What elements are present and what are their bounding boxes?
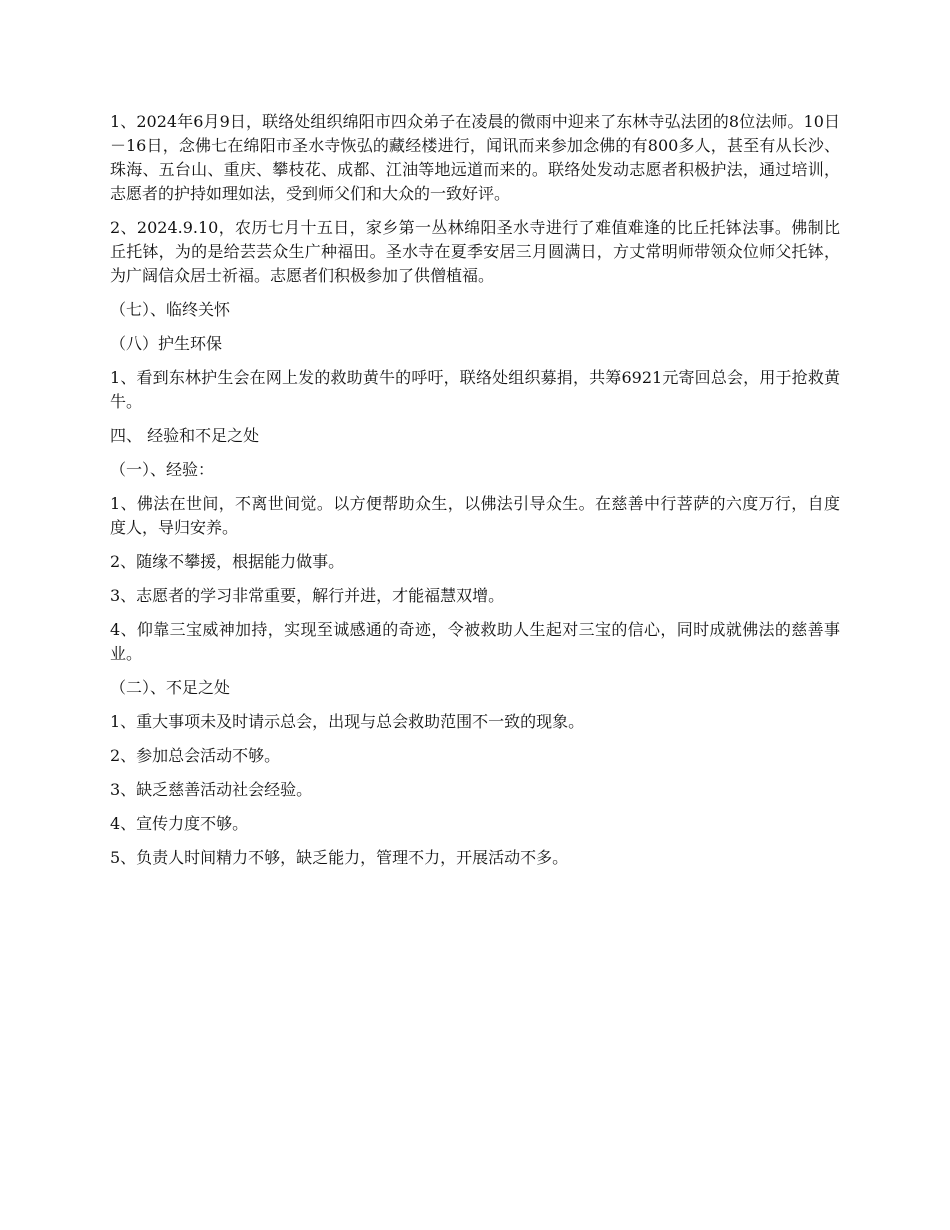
section-heading-experience-shortcomings: 四、 经验和不足之处: [110, 426, 260, 445]
section-heading-experience: （一）、经验：: [110, 460, 215, 479]
paragraph-shortcoming-5: 5、负责人时间精力不够，缺乏能力，管理不力，开展活动不多。: [110, 848, 569, 867]
paragraph-rescue-cattle: 1、看到东林护生会在网上发的救助黄牛的呼吁，联络处组织募捐，共筹6921元寄回总会，用于抢救黄牛。: [110, 368, 840, 411]
paragraph-experience-3: 3、志愿者的学习非常重要，解行并进，才能福慧双增。: [110, 586, 505, 605]
paragraph-event-2: 2、2024.9.10，农历七月十五日，家乡第一丛林绵阳圣水寺进行了难值难逢的比丘托钵法事。佛制比丘托钵，为的是给芸芸众生广种福田。圣水寺在夏季安居三月圆满日，方丈常明师带领众位师父托钵，为广阔信众居士祈福。志愿者们积极参加了供僧植福。: [110, 218, 840, 285]
paragraph-shortcoming-2: 2、参加总会活动不够。: [110, 746, 281, 765]
section-heading-shortcomings: （二）、不足之处: [110, 678, 231, 697]
paragraph-experience-1: 1、佛法在世间，不离世间觉。以方便帮助众生，以佛法引导众生。在慈善中行菩萨的六度万行，自度度人，导归安养。: [110, 494, 840, 537]
paragraph-shortcoming-3: 3、缺乏慈善活动社会经验。: [110, 780, 313, 799]
paragraph-experience-4: 4、仰靠三宝威神加持，实现至诚感通的奇迹，令被救助人生起对三宝的信心，同时成就佛法的慈善事业。: [110, 620, 840, 663]
paragraph-shortcoming-1: 1、重大事项未及时请示总会，出现与总会救助范围不一致的现象。: [110, 712, 585, 731]
paragraph-shortcoming-4: 4、宣传力度不够。: [110, 814, 249, 833]
paragraph-experience-2: 2、随缘不攀援，根据能力做事。: [110, 552, 345, 571]
section-heading-end-of-life-care: （七）、临终关怀: [110, 300, 231, 319]
section-heading-life-protection: （八）护生环保: [110, 334, 223, 353]
paragraph-event-1: 1、2024年6月9日，联络处组织绵阳市四众弟子在凌晨的微雨中迎来了东林寺弘法团的8位法师。10日－16日，念佛七在绵阳市圣水寺恢弘的藏经楼进行，闻讯而来参加念佛的有800多人，甚至有从长沙、珠海、五台山、重庆、攀枝花、成都、江油等地远道而来的。联络处发动志愿者积极护法，通过培训，志愿者的护持如理如法，受到师父们和大众的一致好评。: [110, 112, 840, 203]
